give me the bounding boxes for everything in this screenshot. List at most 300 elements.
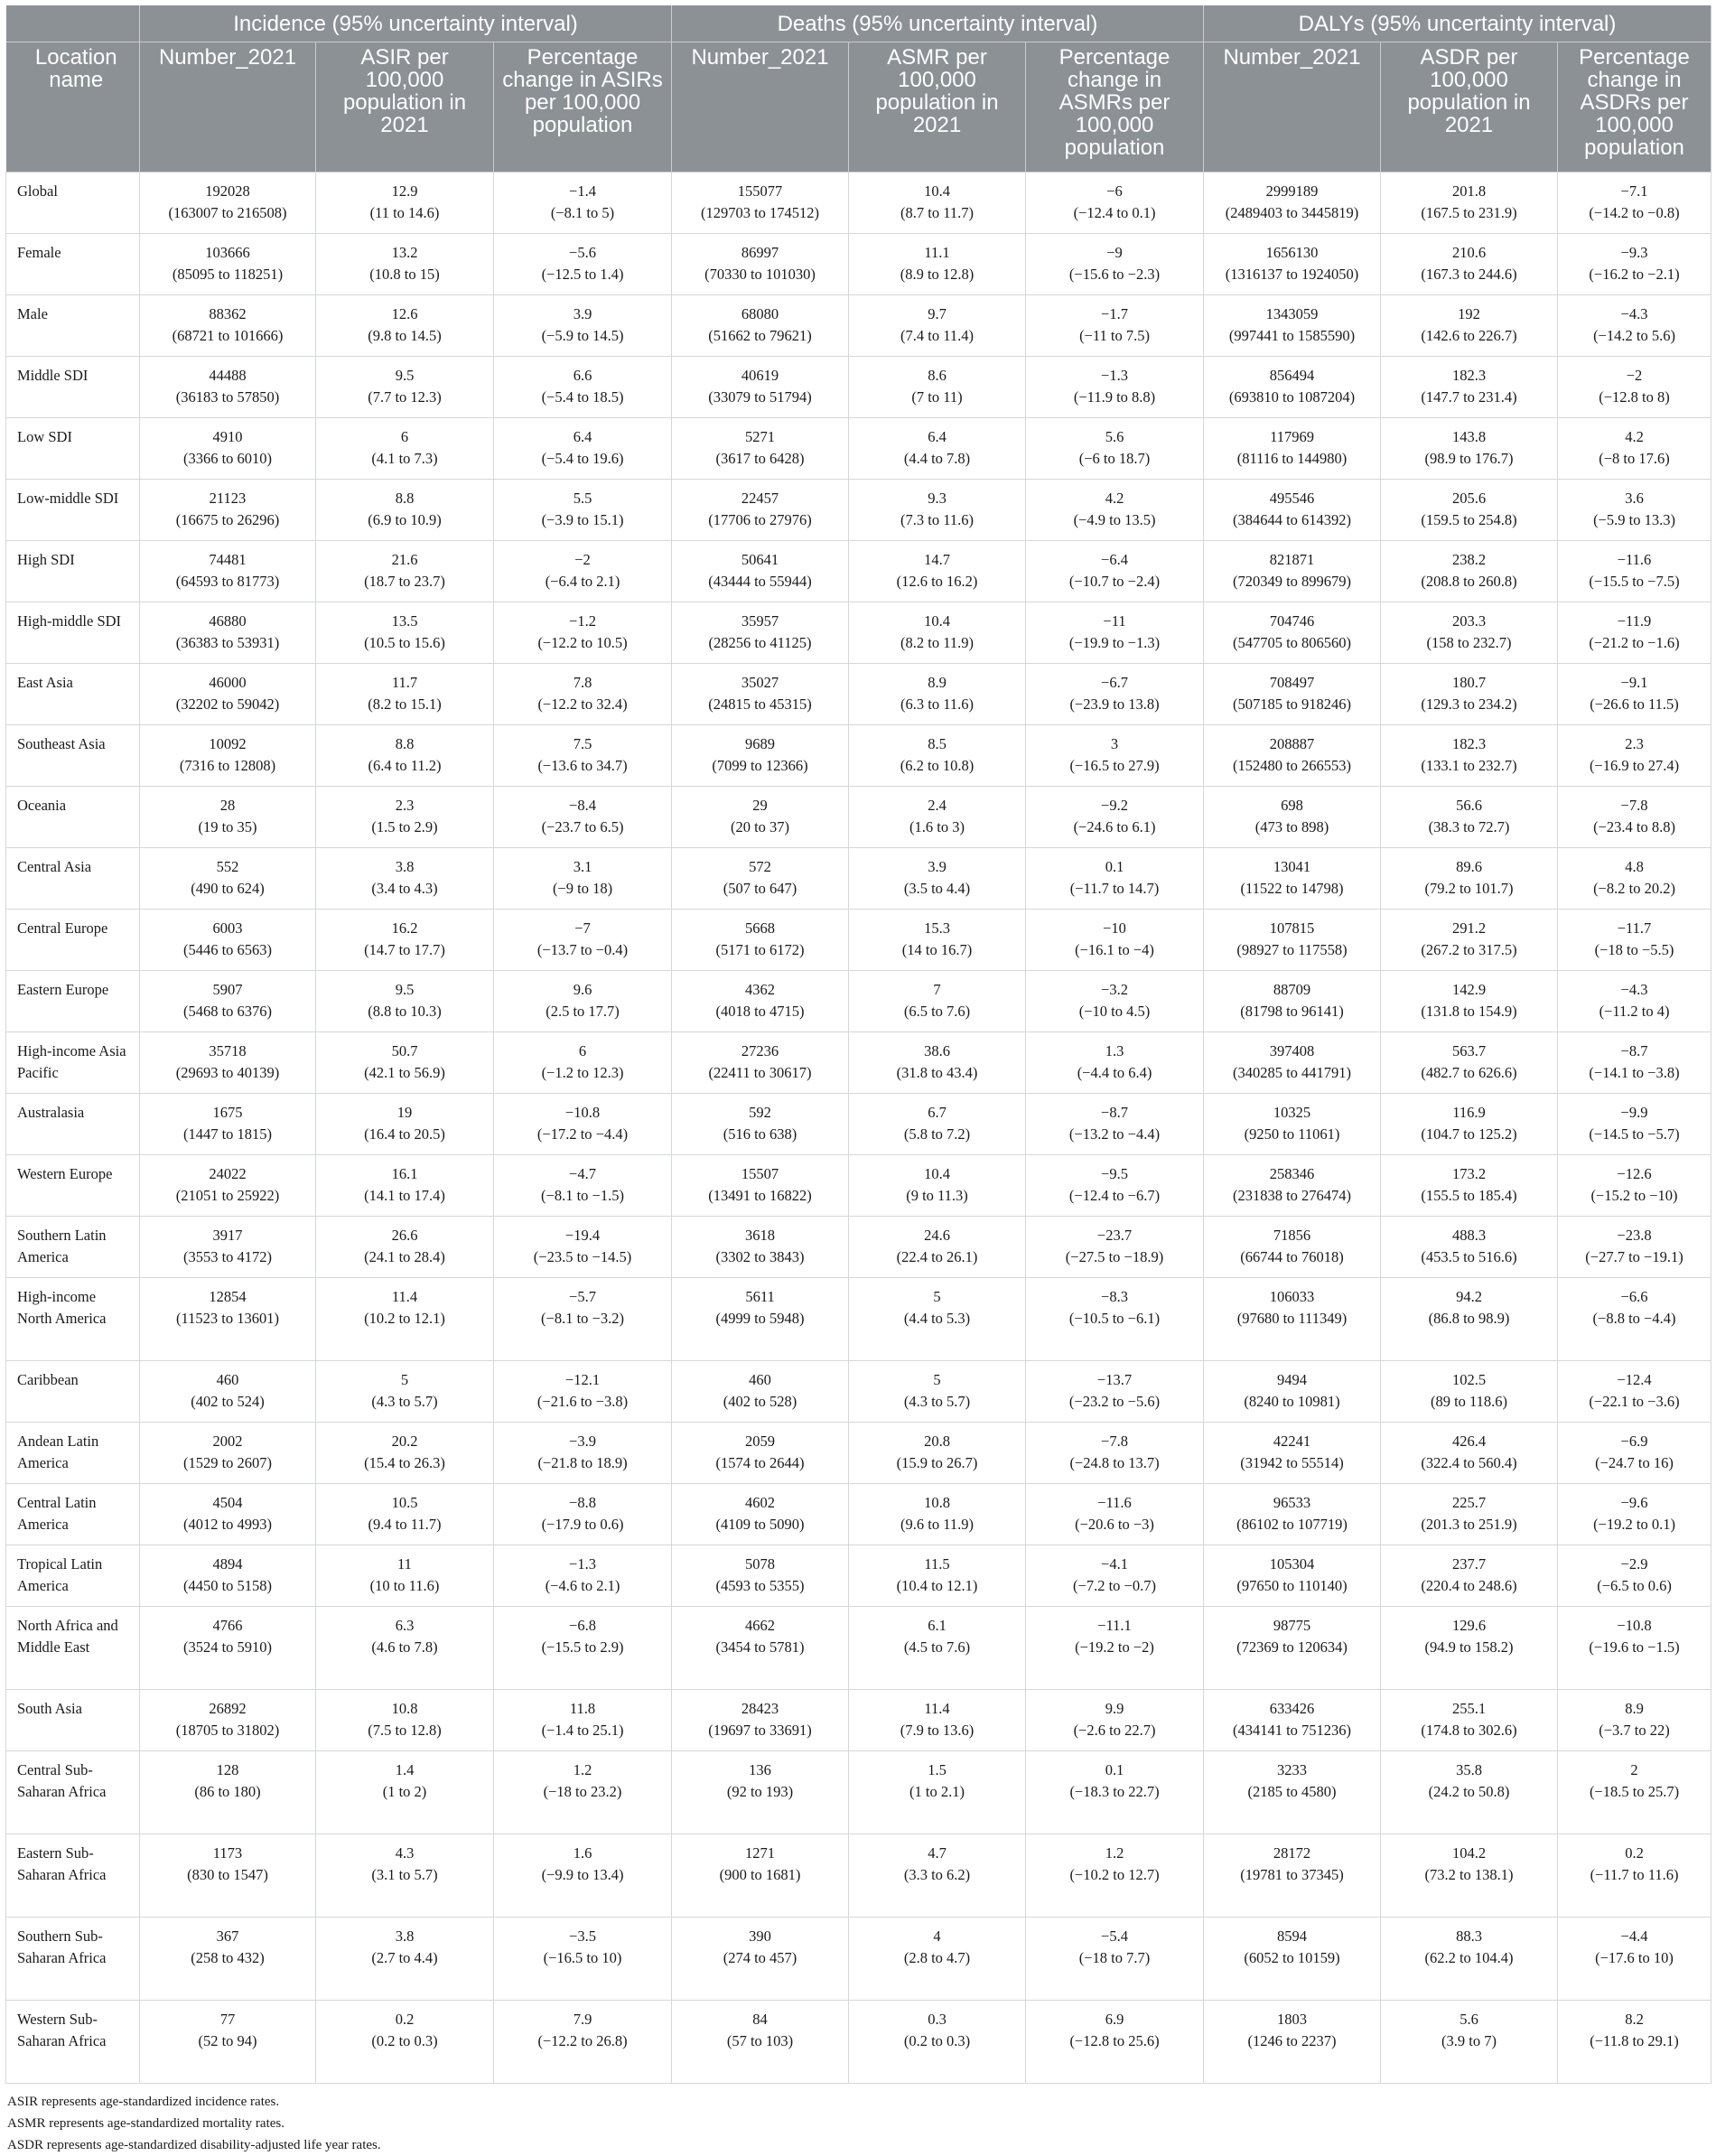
cell-value: −2 <box>1626 367 1643 384</box>
cell-uncertainty-interval: (24815 to 45315) <box>708 695 812 713</box>
cell-value: 426.4 <box>1451 1433 1487 1450</box>
cell-uncertainty-interval: (−11.9 to 8.8) <box>1073 388 1156 406</box>
cell-value: 8594 <box>1277 1927 1308 1945</box>
location-name-cell: High-income North America <box>6 1278 140 1361</box>
cell-uncertainty-interval: (89 to 118.6) <box>1430 1393 1508 1410</box>
cell-uncertainty-interval: (19 to 35) <box>198 818 257 835</box>
cell-uncertainty-interval: (6.5 to 7.6) <box>903 1003 971 1020</box>
data-cell <box>1381 418 1558 480</box>
column-header-row <box>6 42 1711 173</box>
cell-value: 4.2 <box>1105 490 1124 507</box>
data-cell <box>494 787 672 848</box>
data-cell <box>1204 1834 1381 1918</box>
data-cell <box>672 357 849 418</box>
cell-uncertainty-interval: (9.6 to 11.9) <box>900 1516 974 1533</box>
cell-value: 102.5 <box>1451 1371 1487 1388</box>
data-cell <box>1026 971 1204 1032</box>
cell-value: 1656130 <box>1265 244 1319 261</box>
cell-value: 107815 <box>1269 919 1315 937</box>
cell-value: 4.7 <box>928 1844 947 1862</box>
cell-uncertainty-interval: (−11.7 to 11.6) <box>1590 1866 1679 1883</box>
cell-value: −2 <box>574 551 591 568</box>
cell-uncertainty-interval: (−11.2 to 4) <box>1599 1003 1670 1020</box>
data-cell <box>316 1751 494 1834</box>
table-row <box>6 602 1711 664</box>
cell-value: 2.4 <box>928 797 947 814</box>
cell-value: 180.7 <box>1451 674 1487 691</box>
cell-value: 3618 <box>745 1227 776 1244</box>
cell-uncertainty-interval: (−4.6 to 2.1) <box>545 1577 620 1594</box>
cell-uncertainty-interval: (21051 to 25922) <box>175 1187 280 1204</box>
cell-uncertainty-interval: (1574 to 2644) <box>715 1454 805 1471</box>
data-cell <box>672 1155 849 1217</box>
cell-uncertainty-interval: (−2.6 to 22.7) <box>1073 1722 1156 1739</box>
cell-value: 10.4 <box>924 612 950 630</box>
location-name-cell: High-middle SDI <box>6 602 140 664</box>
footnote-asmr: ASMR represents age-standardized mortality rates. <box>7 2116 284 2131</box>
cell-uncertainty-interval: (507 to 647) <box>723 880 797 897</box>
cell-uncertainty-interval: (−21.8 to 18.9) <box>537 1454 628 1471</box>
data-cell <box>1558 2001 1711 2084</box>
cell-value: 291.2 <box>1451 919 1487 937</box>
data-cell <box>1558 664 1711 725</box>
cell-value: −4.1 <box>1101 1555 1128 1573</box>
cell-value: 56.6 <box>1456 797 1482 814</box>
data-cell <box>316 1690 494 1751</box>
cell-uncertainty-interval: (9.8 to 14.5) <box>368 327 442 344</box>
cell-value: 29 <box>752 797 768 814</box>
cell-uncertainty-interval: (−1.4 to 25.1) <box>541 1722 624 1739</box>
data-cell <box>672 1361 849 1423</box>
cell-uncertainty-interval: (340285 to 441791) <box>1232 1064 1352 1081</box>
cell-uncertainty-interval: (33079 to 51794) <box>708 388 812 406</box>
cell-value: 192028 <box>205 182 250 200</box>
cell-value: −6.8 <box>569 1617 596 1634</box>
cell-value: 397408 <box>1269 1042 1315 1059</box>
cell-value: −12.1 <box>564 1371 601 1388</box>
cell-value: −9.6 <box>1620 1494 1648 1511</box>
cell-value: 8.6 <box>928 367 947 384</box>
cell-value: 11.8 <box>569 1700 596 1717</box>
cell-uncertainty-interval: (98.9 to 176.7) <box>1424 450 1514 467</box>
cell-value: 98775 <box>1273 1617 1311 1634</box>
cell-value: −5.4 <box>1101 1927 1128 1945</box>
cell-value: 255.1 <box>1451 1700 1487 1717</box>
cell-value: 4662 <box>745 1617 776 1634</box>
data-cell <box>316 418 494 480</box>
cell-value: 8.9 <box>928 674 947 691</box>
cell-uncertainty-interval: (507185 to 918246) <box>1232 695 1352 713</box>
cell-value: 35027 <box>741 674 779 691</box>
data-cell <box>1204 295 1381 357</box>
cell-uncertainty-interval: (19781 to 37345) <box>1240 1866 1344 1883</box>
cell-uncertainty-interval: (−8 to 17.6) <box>1599 450 1670 467</box>
cell-uncertainty-interval: (−16.1 to −4) <box>1075 941 1154 958</box>
cell-value: 460 <box>216 1371 239 1388</box>
cell-uncertainty-interval: (−27.7 to −19.1) <box>1585 1248 1683 1265</box>
cell-uncertainty-interval: (−12.4 to 0.1) <box>1073 204 1156 221</box>
cell-value: 24.6 <box>924 1227 950 1244</box>
cell-value: 6.6 <box>573 367 592 384</box>
cell-value: 24022 <box>209 1165 247 1182</box>
cell-value: 1.4 <box>395 1761 415 1778</box>
location-name-cell: Female <box>6 234 140 295</box>
cell-uncertainty-interval: (86.8 to 98.9) <box>1428 1310 1510 1327</box>
data-cell <box>140 1361 316 1423</box>
data-cell <box>849 1361 1026 1423</box>
data-cell <box>849 234 1026 295</box>
cell-uncertainty-interval: (158 to 232.7) <box>1426 634 1512 651</box>
data-cell <box>1026 1751 1204 1834</box>
data-cell <box>1558 725 1711 787</box>
cell-uncertainty-interval: (9 to 11.3) <box>906 1187 968 1204</box>
cell-value: 10.8 <box>924 1494 950 1511</box>
data-cell <box>849 664 1026 725</box>
cell-uncertainty-interval: (7.7 to 12.3) <box>368 388 442 406</box>
cell-uncertainty-interval: (−4.9 to 13.5) <box>1073 511 1156 528</box>
cell-value: 367 <box>216 1927 239 1945</box>
data-cell <box>140 1032 316 1094</box>
cell-uncertainty-interval: (3.1 to 5.7) <box>371 1866 438 1883</box>
cell-uncertainty-interval: (−23.4 to 8.8) <box>1593 818 1675 835</box>
cell-uncertainty-interval: (79.2 to 101.7) <box>1424 880 1514 897</box>
cell-uncertainty-interval: (−13.2 to −4.4) <box>1068 1125 1161 1143</box>
cell-value: 5271 <box>745 428 776 445</box>
cell-value: −9.5 <box>1101 1165 1128 1182</box>
cell-uncertainty-interval: (5468 to 6376) <box>182 1003 273 1020</box>
cell-uncertainty-interval: (36383 to 53931) <box>175 634 280 651</box>
cell-uncertainty-interval: (131.8 to 154.9) <box>1421 1003 1517 1020</box>
cell-value: 5907 <box>212 981 243 998</box>
data-cell <box>316 1423 494 1484</box>
cell-value: −7 <box>574 919 591 937</box>
cell-uncertainty-interval: (4109 to 5090) <box>715 1516 805 1533</box>
cell-uncertainty-interval: (720349 to 899679) <box>1232 573 1352 590</box>
cell-uncertainty-interval: (15.4 to 26.3) <box>364 1454 445 1471</box>
cell-uncertainty-interval: (6.2 to 10.8) <box>900 757 975 774</box>
cell-uncertainty-interval: (997441 to 1585590) <box>1228 327 1356 344</box>
cell-value: 3.9 <box>573 305 592 322</box>
cell-value: 46000 <box>209 674 247 691</box>
table-row <box>6 971 1711 1032</box>
table-row <box>6 1484 1711 1545</box>
cell-uncertainty-interval: (16675 to 26296) <box>175 511 280 528</box>
data-cell <box>494 357 672 418</box>
cell-uncertainty-interval: (−26.6 to 11.5) <box>1590 695 1679 713</box>
cell-value: 16.1 <box>391 1165 418 1182</box>
cell-uncertainty-interval: (8.2 to 11.9) <box>900 634 974 651</box>
location-name-cell: Central Sub-Saharan Africa <box>6 1751 140 1834</box>
data-cell <box>849 1545 1026 1607</box>
cell-uncertainty-interval: (−18 to 23.2) <box>543 1783 622 1800</box>
cell-value: −9.1 <box>1620 674 1648 691</box>
cell-value: 6.3 <box>395 1617 415 1634</box>
cell-uncertainty-interval: (−17.6 to 10) <box>1595 1949 1674 1966</box>
cell-uncertainty-interval: (−18.5 to 25.7) <box>1589 1783 1680 1800</box>
data-cell <box>1381 1217 1558 1278</box>
cell-uncertainty-interval: (42.1 to 56.9) <box>364 1064 445 1081</box>
data-cell <box>1204 173 1381 234</box>
cell-uncertainty-interval: (167.3 to 244.6) <box>1421 266 1517 283</box>
cell-value: 12854 <box>209 1288 247 1305</box>
cell-uncertainty-interval: (−8.2 to 20.2) <box>1593 880 1675 897</box>
data-cell <box>1558 1834 1711 1918</box>
table-row <box>6 1834 1711 1918</box>
group-header-dalys: DALYs (95% uncertainty interval) <box>1204 5 1711 42</box>
cell-value: 11.4 <box>391 1288 418 1305</box>
cell-value: 10.5 <box>391 1494 418 1511</box>
cell-value: 4504 <box>212 1494 243 1511</box>
table-row <box>6 1278 1711 1361</box>
location-name-cell: Middle SDI <box>6 357 140 418</box>
table-row <box>6 1545 1711 1607</box>
location-name-cell: High SDI <box>6 541 140 602</box>
cell-uncertainty-interval: (1246 to 2237) <box>1247 2032 1337 2049</box>
data-cell <box>494 1155 672 1217</box>
cell-value: 143.8 <box>1451 428 1487 445</box>
cell-value: 0.2 <box>1625 1844 1644 1862</box>
cell-uncertainty-interval: (5446 to 6563) <box>182 941 273 958</box>
data-cell <box>1558 1918 1711 2001</box>
cell-value: −5.7 <box>569 1288 596 1305</box>
cell-value: 592 <box>749 1104 771 1121</box>
data-cell <box>1204 1032 1381 1094</box>
data-cell <box>1204 234 1381 295</box>
cell-uncertainty-interval: (−24.7 to 16) <box>1595 1454 1674 1471</box>
cell-uncertainty-interval: (14.1 to 17.4) <box>364 1187 445 1204</box>
data-cell <box>494 1918 672 2001</box>
cell-uncertainty-interval: (−11 to 7.5) <box>1079 327 1150 344</box>
data-cell <box>1558 234 1711 295</box>
cell-value: 4766 <box>212 1617 243 1634</box>
cell-value: −2.9 <box>1620 1555 1648 1573</box>
location-name-cell: Caribbean <box>6 1361 140 1423</box>
data-cell <box>494 1545 672 1607</box>
cell-value: 8.8 <box>395 490 415 507</box>
cell-value: 1343059 <box>1265 305 1319 322</box>
location-name-cell: Western Europe <box>6 1155 140 1217</box>
cell-uncertainty-interval: (−9 to 18) <box>552 880 613 897</box>
cell-value: 14.7 <box>924 551 950 568</box>
table-row <box>6 1094 1711 1155</box>
table-row <box>6 1751 1711 1834</box>
cell-uncertainty-interval: (1 to 2) <box>382 1783 427 1800</box>
cell-uncertainty-interval: (384644 to 614392) <box>1232 511 1352 528</box>
cell-value: 5.6 <box>1105 428 1124 445</box>
cell-uncertainty-interval: (1.6 to 3) <box>909 818 965 835</box>
data-cell <box>140 2001 316 2084</box>
data-cell <box>1381 1484 1558 1545</box>
table-row <box>6 1918 1711 2001</box>
cell-value: 192 <box>1458 305 1480 322</box>
cell-value: 35.8 <box>1456 1761 1482 1778</box>
cell-value: 128 <box>216 1761 239 1778</box>
cell-value: 7.5 <box>573 735 592 752</box>
cell-value: 96533 <box>1273 1494 1311 1511</box>
data-cell <box>1381 725 1558 787</box>
cell-value: 20.2 <box>391 1433 418 1450</box>
data-cell <box>1026 602 1204 664</box>
data-cell <box>140 1094 316 1155</box>
data-cell <box>1204 2001 1381 2084</box>
cell-uncertainty-interval: (7099 to 12366) <box>712 757 808 774</box>
cell-uncertainty-interval: (31942 to 55514) <box>1240 1454 1344 1471</box>
cell-uncertainty-interval: (8.8 to 10.3) <box>368 1003 442 1020</box>
data-cell <box>1381 480 1558 541</box>
data-cell <box>1558 1094 1711 1155</box>
data-cell <box>140 1751 316 1834</box>
cell-uncertainty-interval: (4593 to 5355) <box>715 1577 805 1594</box>
cell-value: −4.3 <box>1620 305 1648 322</box>
location-name-cell: Southern Sub-Saharan Africa <box>6 1918 140 2001</box>
cell-value: 9.3 <box>928 490 947 507</box>
data-cell <box>672 418 849 480</box>
data-cell <box>672 1545 849 1607</box>
data-cell <box>1558 910 1711 971</box>
table-row <box>6 173 1711 234</box>
data-cell <box>1026 1834 1204 1918</box>
cell-uncertainty-interval: (−8.1 to −1.5) <box>541 1187 624 1204</box>
cell-value: −11.9 <box>1617 612 1652 630</box>
data-cell <box>494 234 672 295</box>
cell-uncertainty-interval: (−6 to 18.7) <box>1078 450 1151 467</box>
cell-uncertainty-interval: (402 to 524) <box>191 1393 265 1410</box>
data-cell <box>1204 1918 1381 2001</box>
cell-value: −8.3 <box>1101 1288 1128 1305</box>
location-name-cell: Central Asia <box>6 848 140 910</box>
data-cell <box>672 1278 849 1361</box>
data-cell <box>672 971 849 1032</box>
data-cell <box>140 1607 316 1690</box>
cell-uncertainty-interval: (−19.2 to 0.1) <box>1593 1516 1675 1533</box>
table-body <box>6 173 1711 2084</box>
cell-uncertainty-interval: (94.9 to 158.2) <box>1424 1638 1514 1656</box>
cell-value: 572 <box>749 858 771 875</box>
data-cell <box>316 848 494 910</box>
cell-value: 11.1 <box>924 244 950 261</box>
cell-value: 3.1 <box>573 858 592 875</box>
col-header-incidence-number: Number_2021 <box>140 42 316 173</box>
data-cell <box>1381 2001 1558 2084</box>
data-cell <box>494 848 672 910</box>
cell-uncertainty-interval: (−12.4 to −6.7) <box>1068 1187 1161 1204</box>
table-row <box>6 418 1711 480</box>
cell-value: −23.8 <box>1617 1227 1652 1244</box>
cell-uncertainty-interval: (−4.4 to 6.4) <box>1077 1064 1152 1081</box>
cell-uncertainty-interval: (−1.2 to 12.3) <box>541 1064 624 1081</box>
data-cell <box>140 910 316 971</box>
location-name-cell: Australasia <box>6 1094 140 1155</box>
data-cell <box>316 971 494 1032</box>
cell-value: 1.3 <box>1105 1042 1124 1059</box>
cell-uncertainty-interval: (208.8 to 260.8) <box>1421 573 1517 590</box>
cell-value: −9.3 <box>1620 244 1648 261</box>
cell-uncertainty-interval: (−5.9 to 13.3) <box>1593 511 1675 528</box>
data-cell <box>1204 848 1381 910</box>
data-cell <box>316 1545 494 1607</box>
cell-uncertainty-interval: (−14.1 to −3.8) <box>1589 1064 1680 1081</box>
data-cell <box>1558 480 1711 541</box>
cell-value: 35957 <box>741 612 779 630</box>
cell-value: 0.1 <box>1105 1761 1124 1778</box>
cell-value: 104.2 <box>1451 1844 1487 1862</box>
cell-uncertainty-interval: (155.5 to 185.4) <box>1421 1187 1517 1204</box>
cell-value: 22457 <box>741 490 779 507</box>
data-cell <box>316 910 494 971</box>
data-cell <box>316 1918 494 2001</box>
cell-uncertainty-interval: (−8.1 to 5) <box>550 204 615 221</box>
cell-value: −11 <box>1103 612 1126 630</box>
location-name-cell: Global <box>6 173 140 234</box>
cell-uncertainty-interval: (5.8 to 7.2) <box>903 1125 971 1143</box>
cell-value: 28423 <box>741 1700 779 1717</box>
cell-uncertainty-interval: (81798 to 96141) <box>1240 1003 1344 1020</box>
col-header-location: Location name <box>6 42 140 173</box>
cell-value: 3233 <box>1277 1761 1308 1778</box>
cell-value: 4910 <box>212 428 243 445</box>
cell-uncertainty-interval: (32202 to 59042) <box>175 695 280 713</box>
cell-uncertainty-interval: (−8.8 to −4.4) <box>1592 1310 1676 1327</box>
cell-value: 77 <box>219 2011 236 2028</box>
data-cell <box>672 173 849 234</box>
data-cell <box>849 295 1026 357</box>
cell-value: −11.6 <box>1617 551 1652 568</box>
data-cell <box>494 1484 672 1545</box>
cell-value: 2002 <box>212 1433 243 1450</box>
cell-value: 20.8 <box>924 1433 950 1450</box>
data-cell <box>849 787 1026 848</box>
cell-uncertainty-interval: (8240 to 10981) <box>1244 1393 1340 1410</box>
data-cell <box>494 1423 672 1484</box>
cell-uncertainty-interval: (−5.4 to 19.6) <box>541 450 624 467</box>
data-cell <box>1204 1094 1381 1155</box>
data-cell <box>1026 1278 1204 1361</box>
cell-value: −8.8 <box>569 1494 596 1511</box>
cell-uncertainty-interval: (−5.9 to 14.5) <box>541 327 624 344</box>
data-cell <box>1558 173 1711 234</box>
data-cell <box>494 910 672 971</box>
data-cell <box>849 1423 1026 1484</box>
cell-uncertainty-interval: (10 to 11.6) <box>369 1577 440 1594</box>
table-row <box>6 541 1711 602</box>
cell-value: −11.1 <box>1097 1617 1132 1634</box>
cell-value: 4 <box>933 1927 941 1945</box>
cell-uncertainty-interval: (4.6 to 7.8) <box>371 1638 438 1656</box>
cell-value: 11.4 <box>924 1700 950 1717</box>
data-cell <box>316 1834 494 1918</box>
cell-uncertainty-interval: (−12.5 to 1.4) <box>541 266 624 283</box>
cell-uncertainty-interval: (−10 to 4.5) <box>1078 1003 1151 1020</box>
data-cell <box>494 1032 672 1094</box>
cell-value: 258346 <box>1269 1165 1315 1182</box>
cell-uncertainty-interval: (11523 to 13601) <box>176 1310 279 1327</box>
data-cell <box>1026 173 1204 234</box>
data-cell <box>1558 1607 1711 1690</box>
data-cell <box>672 2001 849 2084</box>
cell-value: 9689 <box>745 735 776 752</box>
data-cell <box>1204 1484 1381 1545</box>
data-cell <box>1381 1423 1558 1484</box>
data-cell <box>672 1484 849 1545</box>
cell-uncertainty-interval: (−23.5 to −14.5) <box>533 1248 632 1265</box>
cell-uncertainty-interval: (547705 to 806560) <box>1232 634 1352 651</box>
cell-value: −9.2 <box>1101 797 1128 814</box>
cell-value: 11.5 <box>924 1555 950 1573</box>
data-cell <box>1026 2001 1204 2084</box>
cell-uncertainty-interval: (−21.2 to −1.6) <box>1589 634 1680 651</box>
location-name-cell: Oceania <box>6 787 140 848</box>
cell-uncertainty-interval: (3302 to 3843) <box>715 1248 805 1265</box>
